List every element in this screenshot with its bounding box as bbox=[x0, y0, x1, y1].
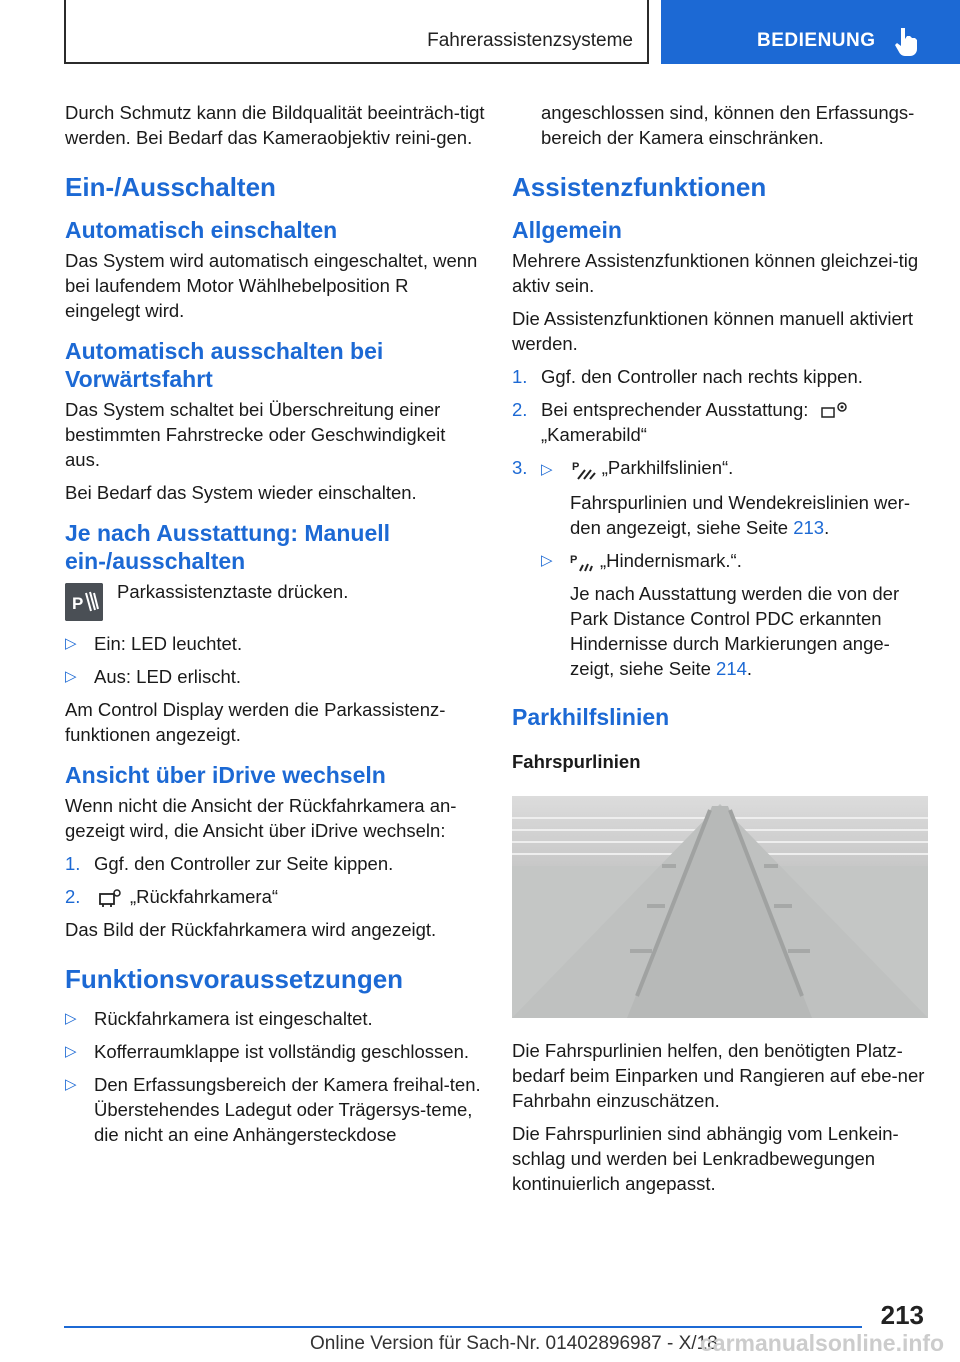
general-text-2: Die Assistenzfunktionen können manuell aktiviert werden. bbox=[512, 308, 914, 354]
page-link-213[interactable]: 213 bbox=[793, 517, 825, 539]
list-item: ▷ Rückfahrkamera ist eingeschaltet. bbox=[65, 1008, 373, 1029]
list-item: ▷ Ein: LED leuchtet. bbox=[65, 633, 243, 654]
auto-off-text-2: Bei Bedarf das System wieder einschalten. bbox=[65, 482, 417, 503]
heading-auto-off: Automatisch ausschalten bei Vorwärtsfahrt bbox=[65, 338, 384, 392]
svg-text:P: P bbox=[571, 461, 580, 474]
heading-onoff: Ein-/Ausschalten bbox=[65, 172, 276, 202]
triangle-bullet-icon: ▷ bbox=[541, 461, 553, 479]
heading-auto-on: Automatisch einschalten bbox=[65, 217, 338, 243]
heading-general: Allgemein bbox=[512, 217, 622, 243]
triangle-bullet-icon: ▷ bbox=[65, 1010, 77, 1027]
heading-lane-lines: Fahrspurlinien bbox=[512, 751, 641, 773]
step-item: 2. „Rückfahrkamera“ bbox=[65, 886, 279, 907]
step-item: 3. ▷ P „Parkhilfslinien“. bbox=[512, 455, 932, 482]
svg-text:P: P bbox=[72, 594, 84, 613]
page-link-214[interactable]: 214 bbox=[716, 658, 747, 680]
intro-text: Durch Schmutz kann die Bildqualität beeinträch‐tigt werden. Bei Bedarf das Kameraobjektiv reini‐gen. bbox=[65, 102, 485, 148]
svg-text:P: P bbox=[570, 554, 578, 567]
page-number: 213 bbox=[880, 1300, 924, 1330]
heading-view: Ansicht über iDrive wechseln bbox=[65, 762, 386, 788]
park-assist-button-row bbox=[65, 579, 485, 621]
right-column bbox=[512, 100, 932, 1204]
lane-lines-info: Fahrspurlinien und Wendekreislinien wer‐den angezeigt, siehe Seite 213. bbox=[570, 492, 911, 539]
watermark: carmanualsonline.info bbox=[700, 1330, 945, 1356]
footer-divider bbox=[64, 1326, 862, 1328]
triangle-bullet-icon: ▷ bbox=[541, 552, 553, 570]
sub-item: ▷ P „Hindernismark.“. bbox=[512, 548, 932, 573]
lane-lines-figure bbox=[512, 796, 928, 1018]
heading-parking-lines: Parkhilfslinien bbox=[512, 704, 670, 731]
triangle-bullet-icon: ▷ bbox=[65, 1076, 77, 1093]
step-item: 1. Ggf. den Controller nach rechts kippen. bbox=[512, 366, 863, 387]
shown-text: Das Bild der Rückfahrkamera wird angezeigt. bbox=[65, 919, 437, 940]
footer-text: Online Version für Sach-Nr. 01402896987 - X/18 bbox=[310, 1333, 718, 1354]
camera-settings-icon bbox=[818, 400, 850, 422]
step-item: 1. Ggf. den Controller zur Seite kippen. bbox=[65, 853, 394, 874]
heading-assist: Assistenzfunktionen bbox=[512, 172, 767, 202]
heading-requirements: Funktionsvoraussetzungen bbox=[65, 964, 404, 994]
triangle-bullet-icon: ▷ bbox=[65, 668, 77, 685]
park-assist-button-icon bbox=[65, 583, 103, 621]
view-text: Wenn nicht die Ansicht der Rückfahrkamera an‐gezeigt wird, die Ansicht über iDrive wechseln: bbox=[65, 795, 457, 841]
header-section bbox=[64, 0, 649, 64]
auto-off-text-1: Das System schaltet bei Überschreitung einer bestimmten Fahrstrecke oder Geschwindigkeit aus. bbox=[65, 399, 446, 470]
triangle-bullet-icon: ▷ bbox=[65, 635, 77, 652]
rear-camera-icon bbox=[98, 888, 124, 908]
step-item: 2. Bei entsprechender Ausstattung: „Kamerabild“ bbox=[512, 397, 932, 447]
display-text: Am Control Display werden die Parkassistenz‐funktionen angezeigt. bbox=[65, 699, 446, 745]
list-item: ▷ Aus: LED erlischt. bbox=[65, 666, 242, 687]
parking-lines-icon bbox=[572, 458, 596, 480]
list-item: ▷ Kofferraumklappe ist vollständig geschlossen. bbox=[65, 1041, 470, 1062]
header-tab-label: BEDIENUNG bbox=[757, 30, 876, 51]
left-column bbox=[65, 100, 485, 1155]
auto-on-text: Das System wird automatisch eingeschaltet, wenn bei laufendem Motor Wählhebelposition R eingelegt wird. bbox=[65, 250, 478, 321]
lane-lines-text-2: Die Fahrspurlinien sind abhängig vom Lenkein‐schlag und werden bei Lenkradbewegungen kontinuierlich angepasst. bbox=[512, 1123, 899, 1195]
park-assist-text: Parkassistenztaste drücken. bbox=[117, 581, 349, 602]
header-section-label: Fahrerassistenzsysteme bbox=[427, 30, 633, 51]
general-text-1: Mehrere Assistenzfunktionen können gleichzei‐tig aktiv sein. bbox=[512, 250, 919, 296]
obstacle-info: Je nach Ausstattung werden die von der Park Distance Control PDC erkannten Hindernisse durch Markierungen ange‐zeigt, siehe Seite 214. bbox=[570, 583, 900, 680]
continued-text: angeschlossen sind, können den Erfassungs‐bereich der Kamera einschränken. bbox=[541, 102, 915, 148]
heading-manual: Je nach Ausstattung: Manuell ein-/ausschalten bbox=[65, 520, 391, 574]
hand-pointer-icon bbox=[894, 26, 920, 56]
obstacle-mark-icon bbox=[570, 551, 594, 573]
triangle-bullet-icon: ▷ bbox=[65, 1043, 77, 1060]
list-item: ▷ Den Erfassungsbereich der Kamera freihal‐ten. Überstehendes Ladegut oder Trägersys‐teme, die nicht an eine Anhängersteckdose bbox=[65, 1074, 481, 1145]
lane-lines-text-1: Die Fahrspurlinien helfen, den benötigten Platz‐bedarf beim Einparken und Rangieren auf ebe‐ner Fahrbahn einzuschätzen. bbox=[512, 1040, 925, 1112]
